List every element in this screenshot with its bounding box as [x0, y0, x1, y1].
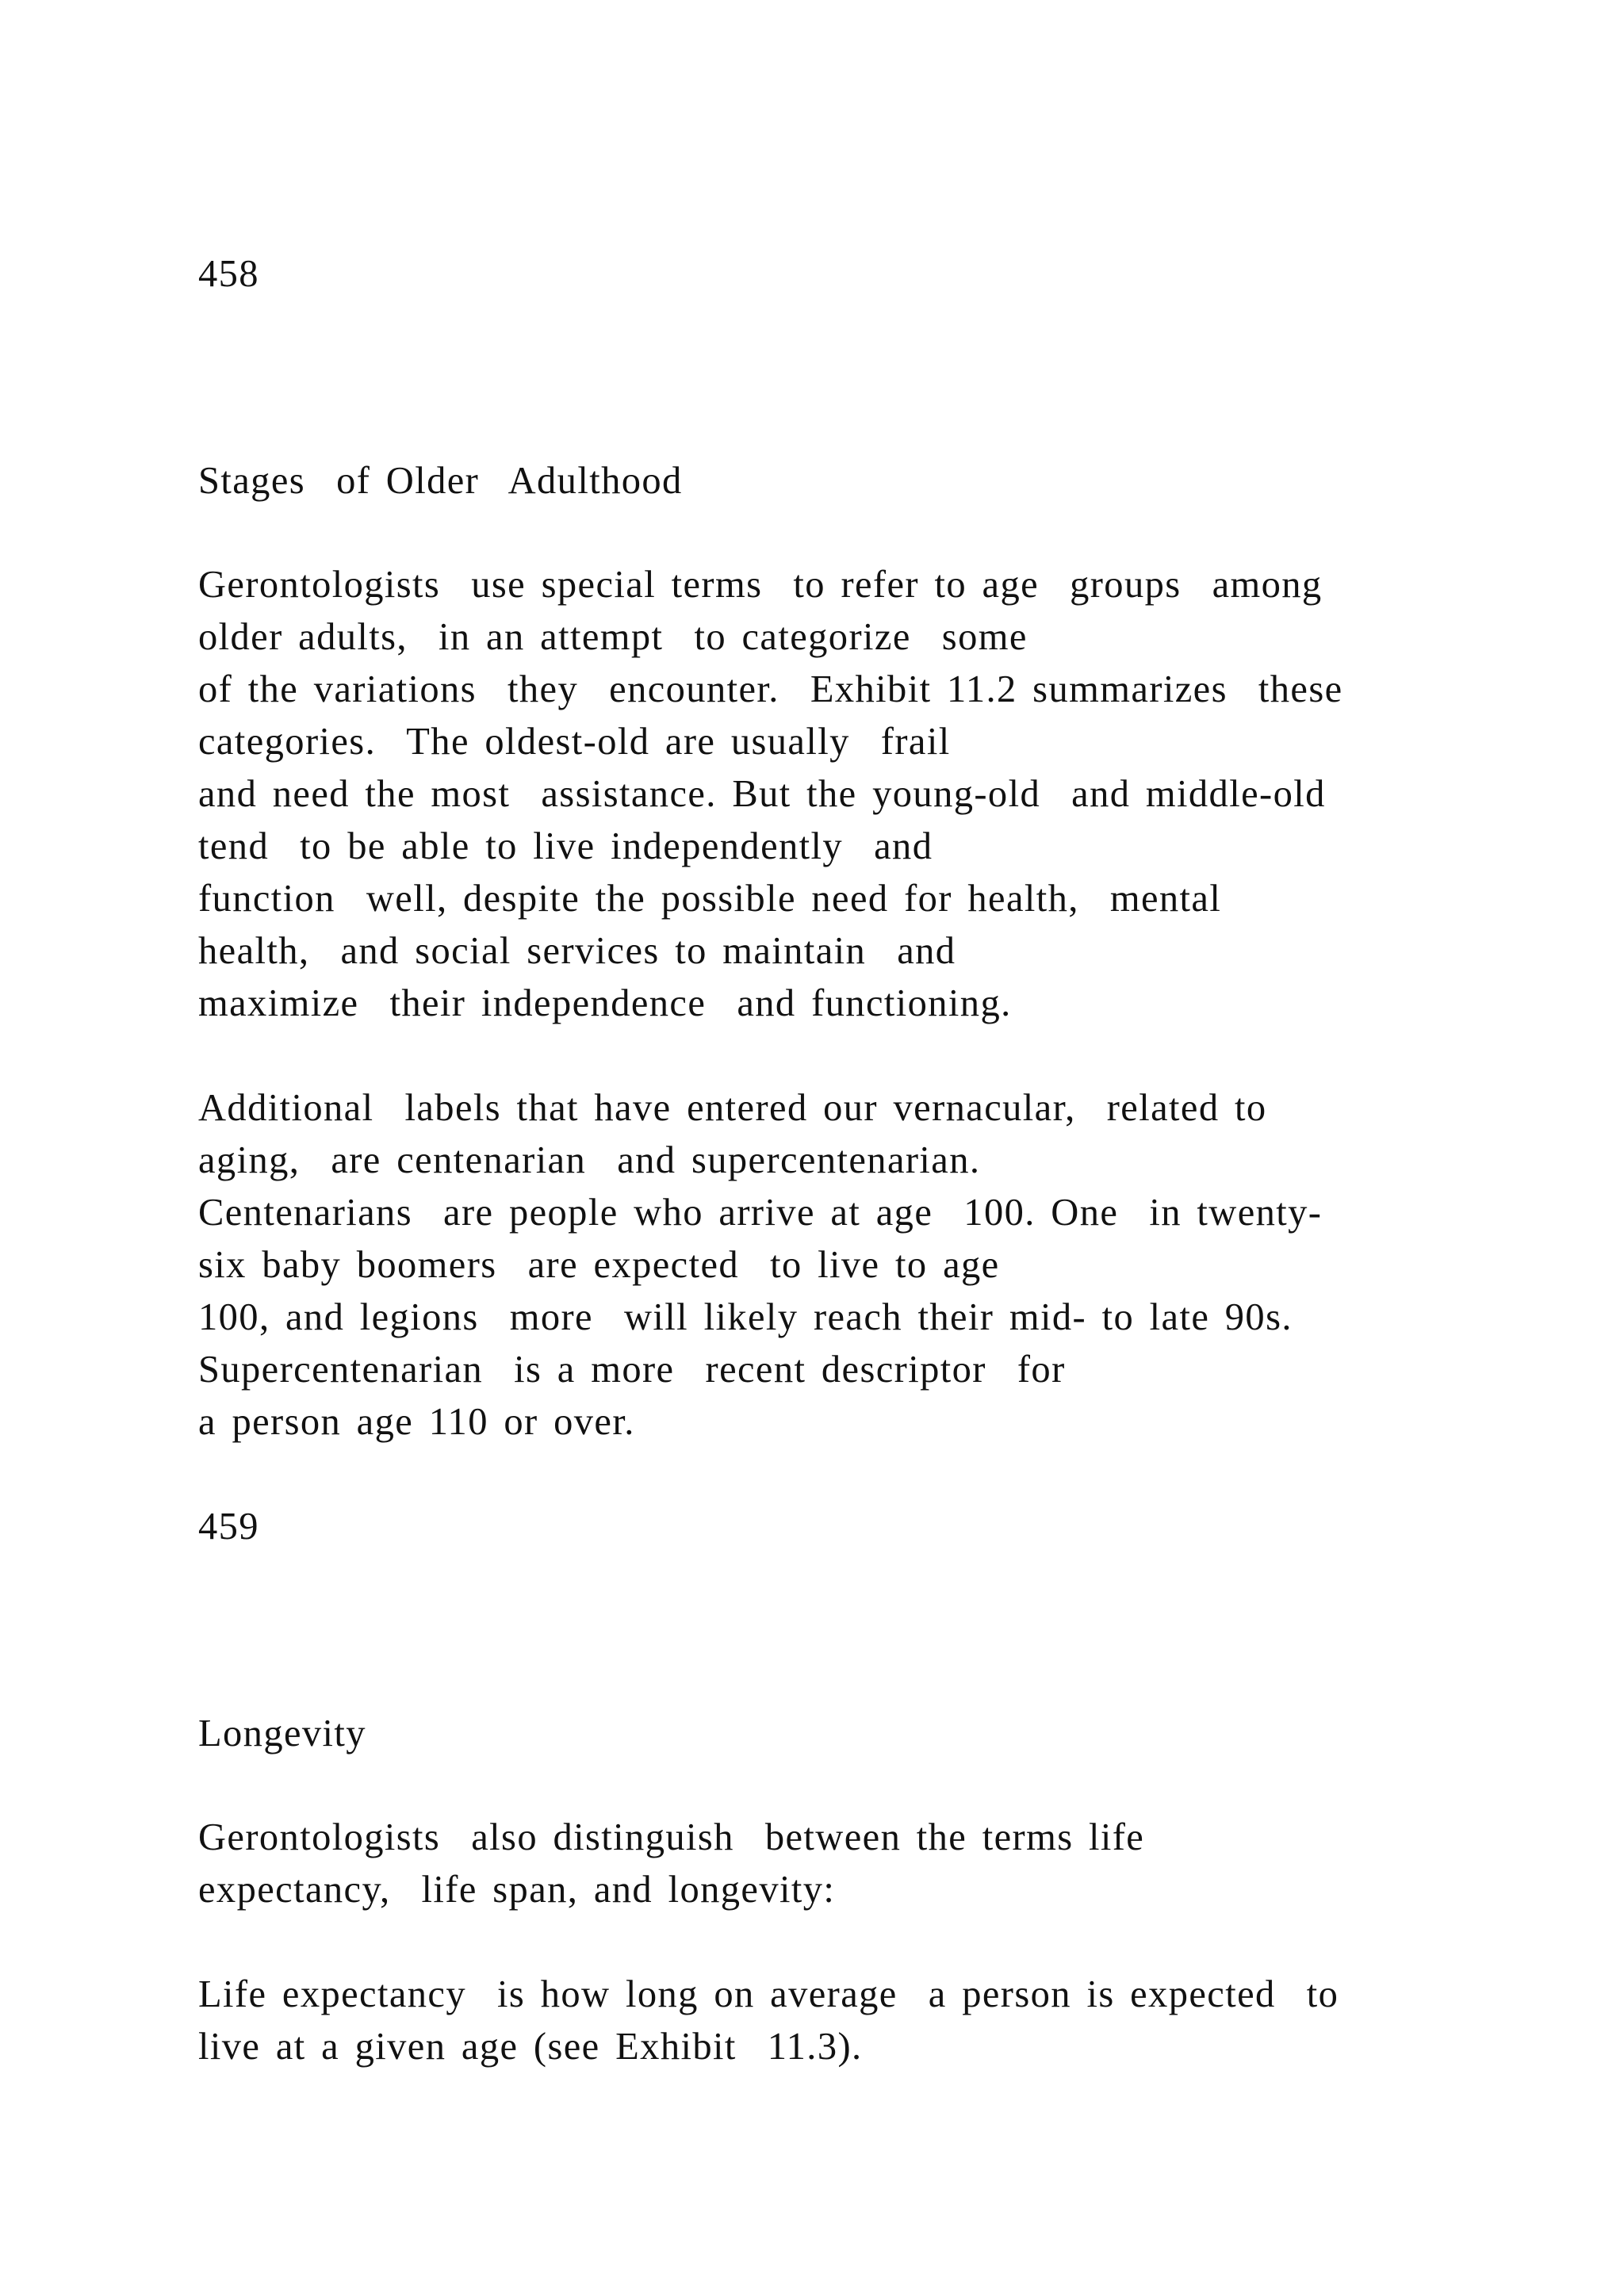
paragraph-line: function well, despite the possible need for health, mental: [198, 878, 1222, 920]
paragraph-line: Supercentenarian is a more recent descriptor for: [198, 1349, 1066, 1391]
paragraph-line: Additional labels that have entered our vernacular, related to: [198, 1087, 1267, 1129]
paragraph-line: Gerontologists also distinguish between the terms life: [198, 1816, 1145, 1858]
paragraph-line: live at a given age (see Exhibit 11.3).: [198, 2026, 863, 2068]
section-heading: Longevity: [198, 1712, 366, 1755]
paragraph-line: Life expectancy is how long on average a person is expected to: [198, 1973, 1339, 2015]
paragraph-line: Gerontologists use special terms to refer to age groups among: [198, 564, 1323, 606]
paragraph-line: health, and social services to maintain and: [198, 930, 956, 972]
paragraph-line: Centenarians are people who arrive at age 100. One in twenty-: [198, 1192, 1323, 1234]
paragraph-line: of the variations they encounter. Exhibit 11.2 summarizes these: [198, 668, 1343, 710]
page-number: 459: [198, 1506, 259, 1548]
section-heading: Stages of Older Adulthood: [198, 460, 683, 502]
paragraph-line: expectancy, life span, and longevity:: [198, 1869, 836, 1911]
paragraph-line: six baby boomers are expected to live to age: [198, 1244, 1000, 1286]
paragraph-line: aging, are centenarian and supercentenarian.: [198, 1139, 981, 1181]
paragraph-line: older adults, in an attempt to categorize some: [198, 616, 1028, 658]
paragraph-line: maximize their independence and functioning.: [198, 982, 1012, 1024]
paragraph-line: a person age 110 or over.: [198, 1401, 635, 1443]
page-number: 458: [198, 253, 259, 295]
paragraph-line: and need the most assistance. But the young-old and middle-old: [198, 773, 1326, 815]
paragraph-line: tend to be able to live independently and: [198, 825, 933, 867]
paragraph-line: categories. The oldest-old are usually frail: [198, 721, 951, 763]
paragraph-line: 100, and legions more will likely reach their mid- to late 90s.: [198, 1296, 1293, 1338]
